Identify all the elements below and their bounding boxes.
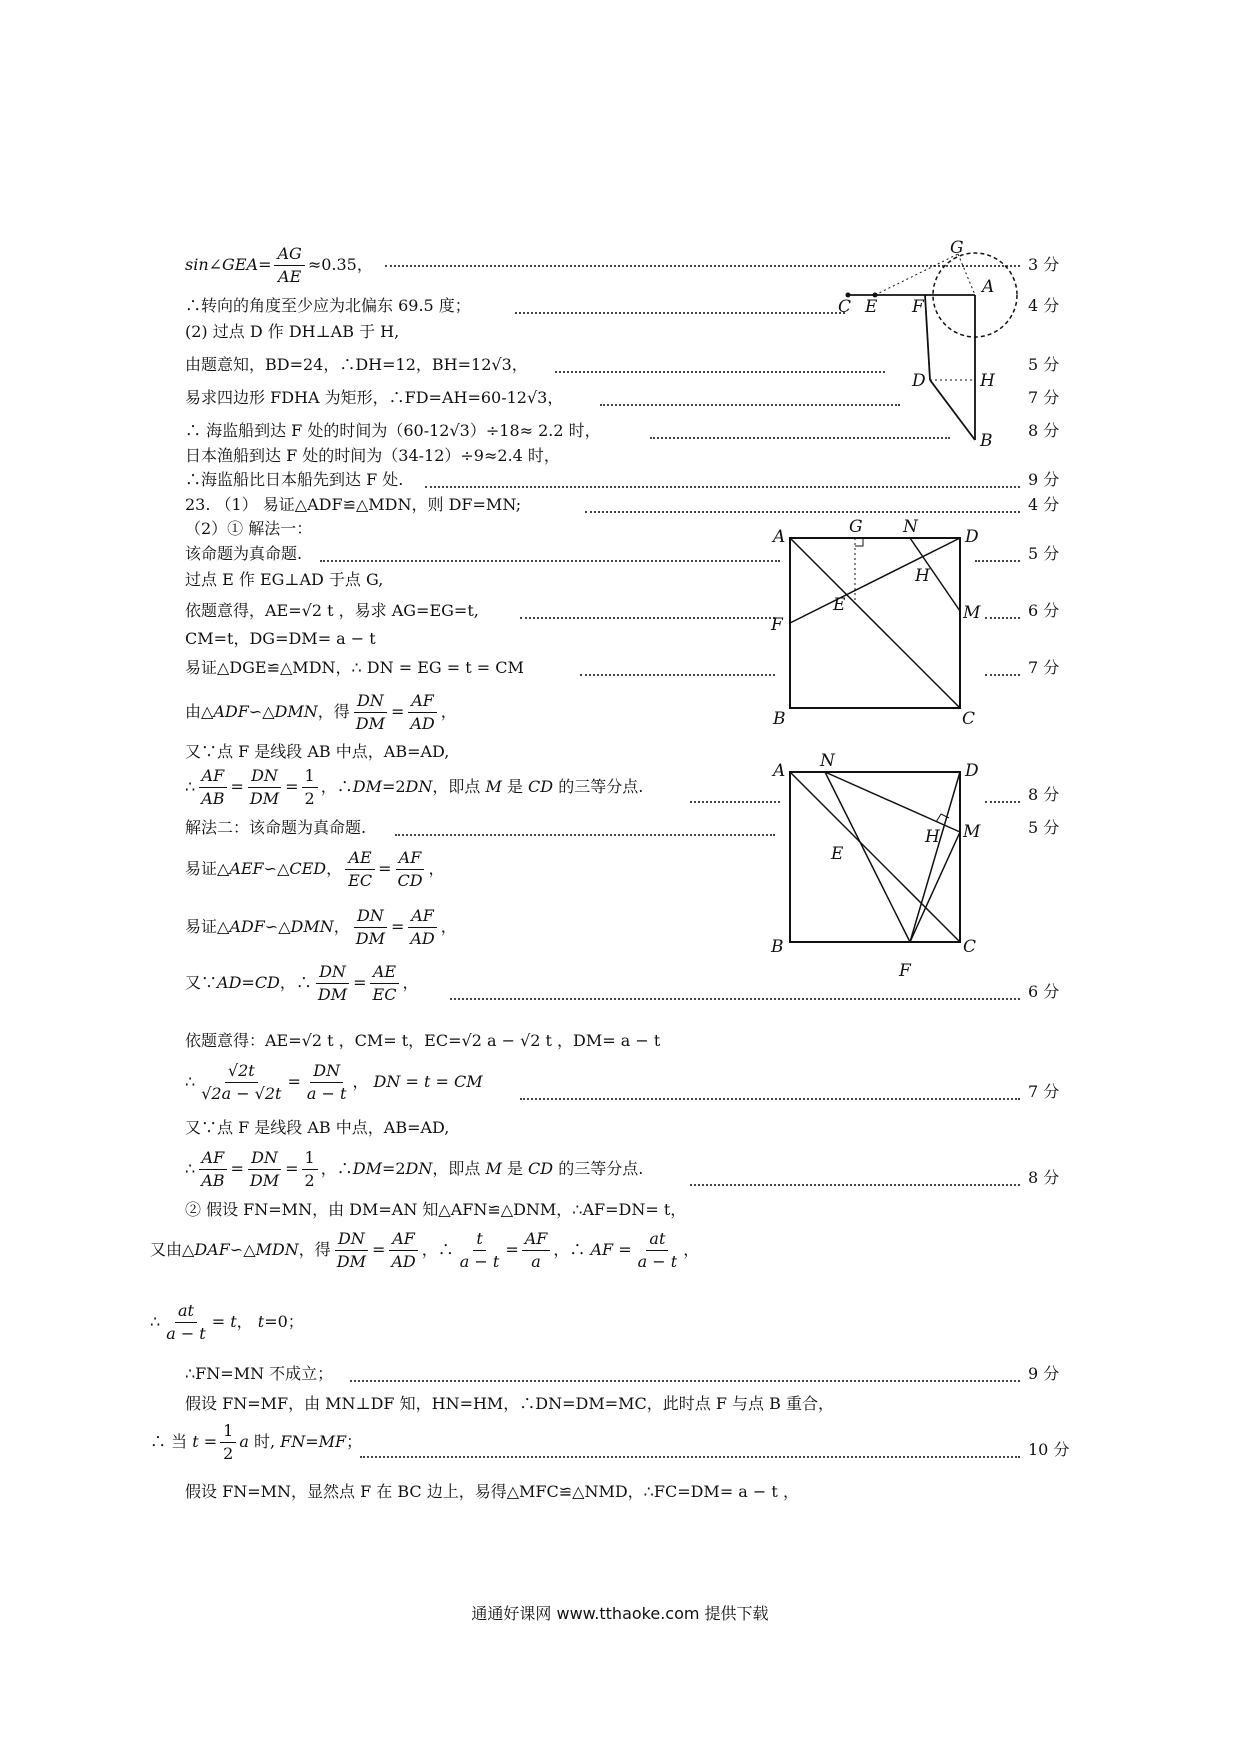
dot-leader xyxy=(425,486,1020,488)
line-text: 由题意知，BD=24，∴DH=12，BH=12√3， xyxy=(185,355,528,374)
line-text: 又∵点 F 是线段 AB 中点，AB=AD, xyxy=(185,1118,450,1137)
label-f: F xyxy=(912,297,924,317)
line-ratio-1: ∴ $\frac{AF}{AB}$ = $\frac{DN}{DM}$ = $\frac{1}{2}$ ，∴DM=2DN，即点 M 是 CD 的三等分点. xyxy=(185,766,644,808)
line-adf-dmn-2: 易证△ADF∽△DMN， $\frac{DN}{DM}$ = $\frac{AF}{AD}$ ， xyxy=(185,906,457,948)
label-e: E xyxy=(865,297,878,317)
right-angle-g xyxy=(855,538,863,546)
line-text: 过点 E 作 EG⊥AD 于点 G, xyxy=(185,570,384,589)
line-sin-gea: sin∠GEA= $\frac{AG}{AE}$ ≈0.35， xyxy=(185,244,373,286)
line-text: 该命题为真命题. xyxy=(185,544,303,563)
score: 5 分 xyxy=(1028,355,1060,374)
label-m: M xyxy=(963,822,981,842)
label-h: H xyxy=(980,371,995,391)
score: 7 分 xyxy=(1028,1082,1060,1101)
label-a: A xyxy=(773,761,786,781)
score: 7 分 xyxy=(1028,388,1060,407)
score: 4 分 xyxy=(1028,495,1060,514)
line-text: 假设 FN=MN，显然点 F 在 BC 边上，易得△MFC≌△NMD，∴FC=DM= a − t ， xyxy=(185,1482,799,1501)
label-a: A xyxy=(982,277,995,297)
page-footer: 通通好课网 www.tthaoke.com 提供下载 xyxy=(471,1604,769,1623)
line-text: ∴ 海监船到达 F 处的时间为（60-12√3）÷18≈ 2.2 时， xyxy=(185,421,601,440)
dot-leader xyxy=(585,511,1020,513)
label-c: C xyxy=(963,937,977,957)
score: 8 分 xyxy=(1028,785,1060,804)
dot-leader xyxy=(520,617,775,619)
dot-leader xyxy=(450,998,1020,1000)
label-d: D xyxy=(965,761,979,781)
label-b: B xyxy=(773,709,786,729)
line-text: 解法二：该命题为真命题. xyxy=(185,818,367,837)
line-ad-cd: 又∵AD=CD，∴ $\frac{DN}{DM}$ = $\frac{AE}{EC}$ ， xyxy=(185,962,419,1004)
label-h: H xyxy=(925,827,940,847)
line-text: （2）① 解法一： xyxy=(185,519,313,538)
line-t-zero: ∴ $\frac{at}{a - t}$ = t， t=0； xyxy=(150,1301,304,1343)
line-text: 易求四边形 FDHA 为矩形，∴FD=AH=60-12√3， xyxy=(185,388,564,407)
label-n: N xyxy=(903,518,918,537)
line-aef-ced: 易证△AEF∽△CED， $\frac{AE}{EC}$ = $\frac{AF}{CD}$ ， xyxy=(185,848,445,890)
label-c: C xyxy=(962,709,976,729)
dot-leader xyxy=(320,560,780,562)
label-e: E xyxy=(833,595,846,615)
line-db xyxy=(930,380,975,440)
line-text: (2) 过点 D 作 DH⊥AB 于 H, xyxy=(185,322,400,341)
line-ac xyxy=(790,538,960,708)
dot-leader xyxy=(520,1098,1020,1100)
line-text: 易证△DGE≌△MDN，∴ DN = EG = t = CM xyxy=(185,658,524,677)
dot-leader xyxy=(515,312,845,314)
label-d: D xyxy=(965,527,979,547)
score: 8 分 xyxy=(1028,421,1060,440)
line-text: 23. （1） 易证△ADF≌△MDN，则 DF=MN; xyxy=(185,495,522,514)
line-text: CM=t，DG=DM= a − t xyxy=(185,629,376,648)
dot-leader xyxy=(350,1380,1020,1382)
label-g: G xyxy=(950,240,964,258)
score: 7 分 xyxy=(1028,658,1060,677)
figure-ship-route xyxy=(830,240,1020,450)
label-g: G xyxy=(849,518,863,537)
line-ga xyxy=(958,254,975,295)
score: 5 分 xyxy=(1028,818,1060,837)
label-a: A xyxy=(773,527,786,547)
line-ratio-2: ∴ $\frac{AF}{AB}$ = $\frac{DN}{DM}$ = $\frac{1}{2}$ ，∴DM=2DN，即点 M 是 CD 的三等分点. xyxy=(185,1148,644,1190)
line-half-a: ∴ 当 t = $\frac{1}{2}$ a 时, FN=MF； xyxy=(150,1421,363,1463)
score: 8 分 xyxy=(1028,1168,1060,1187)
label-n: N xyxy=(820,752,835,771)
score: 3 分 xyxy=(1028,255,1060,274)
line-text: ∴FN=MN 不成立； xyxy=(185,1364,334,1383)
score: 6 分 xyxy=(1028,982,1060,1001)
label-f: F xyxy=(771,615,783,635)
score: 4 分 xyxy=(1028,296,1060,315)
label-b: B xyxy=(771,937,784,957)
line-daf-mdn: 又由△DAF∽△MDN，得 $\frac{DN}{DM}$ = $\frac{AF}{AD}$ ，∴ $\frac{t}{a - t}$ = $\frac{AF}{a}$ ，∴ AF = $\frac{at}{a - t}$ ， xyxy=(150,1229,700,1271)
line-fd xyxy=(925,295,930,380)
dot-leader xyxy=(395,834,775,836)
dot-leader xyxy=(360,1456,1020,1458)
line-fm xyxy=(910,832,960,942)
line-sqrt-ratio: ∴ $\frac{√2t}{√2a - √2t}$ = $\frac{DN}{a - t}$ ， DN = t = CM xyxy=(185,1061,483,1103)
score: 10 分 xyxy=(1028,1440,1070,1459)
line-text: 假设 FN=MF，由 MN⊥DF 知，HN=HM，∴DN=DM=MC，此时点 F 与点 B 重合， xyxy=(185,1394,834,1413)
line-text: ∴转向的角度至少应为北偏东 69.5 度； xyxy=(185,296,471,315)
label-d: D xyxy=(912,371,926,391)
dot-leader xyxy=(580,674,775,676)
label-h: H xyxy=(915,566,930,586)
line-text: 依题意得：AE=√2 t ，CM= t，EC=√2 a − √2 t ，DM= a − t xyxy=(185,1031,661,1050)
label-f: F xyxy=(899,961,911,981)
line-eg xyxy=(875,254,958,295)
line-text: ② 假设 FN=MN，由 DM=AN 知△AFN≌△DNM，∴AF=DN= t， xyxy=(185,1200,687,1219)
line-fd xyxy=(790,538,960,623)
line-adf-dmn: 由△ADF∽△DMN，得 $\frac{DN}{DM}$ = $\frac{AF}{AD}$ ， xyxy=(185,691,457,733)
score: 9 分 xyxy=(1028,1364,1060,1383)
line-text: 又∵点 F 是线段 AB 中点，AB=AD, xyxy=(185,742,450,761)
score: 9 分 xyxy=(1028,470,1060,489)
label-c: C xyxy=(838,297,852,317)
line-nm xyxy=(825,772,960,832)
label-b: B xyxy=(980,431,993,450)
label-m: M xyxy=(963,603,981,623)
figure-square-2 xyxy=(765,752,995,992)
line-text: 日本渔船到达 F 处的时间为（34-12）÷9≈2.4 时， xyxy=(185,446,560,465)
line-text: 依题意得，AE=√2 t ，易求 AG=EG=t, xyxy=(185,601,479,620)
line-text: ∴海监船比日本船先到达 F 处. xyxy=(185,470,404,489)
score: 5 分 xyxy=(1028,544,1060,563)
dot-leader xyxy=(690,1184,1020,1186)
label-e: E xyxy=(831,844,844,864)
figure-square-1 xyxy=(765,518,995,733)
score: 6 分 xyxy=(1028,601,1060,620)
